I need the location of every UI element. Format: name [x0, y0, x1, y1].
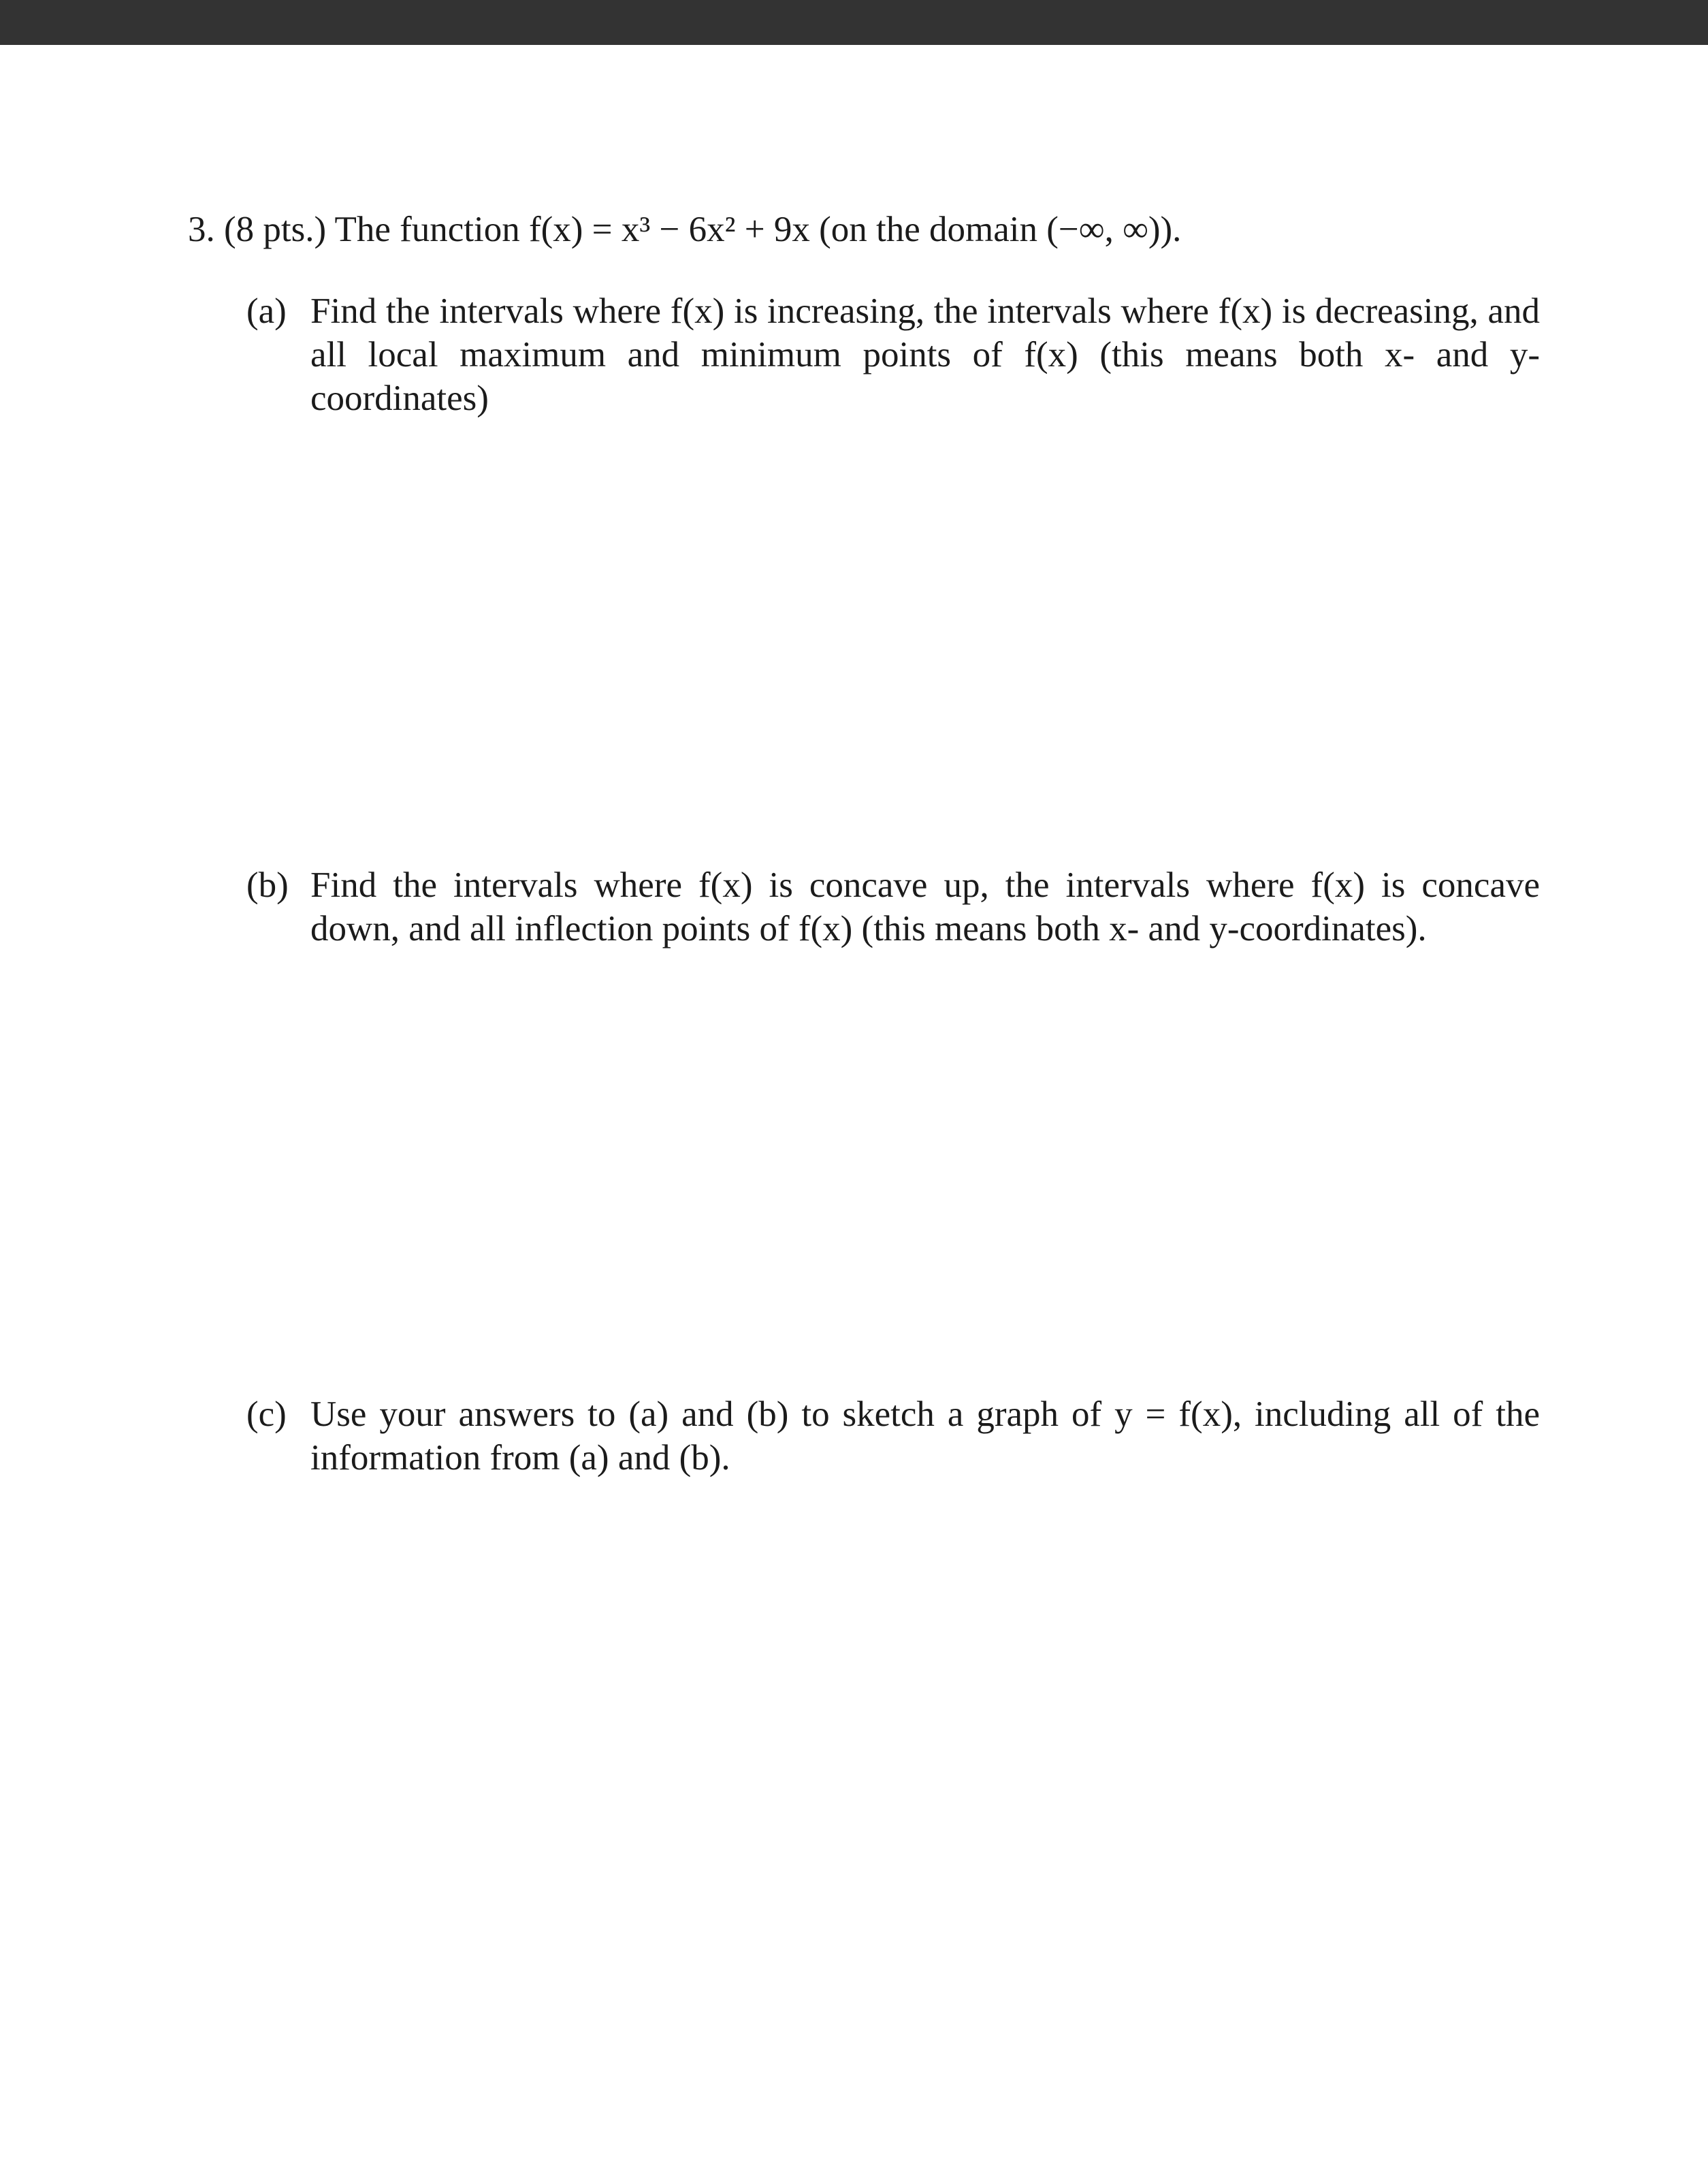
part-b-label: (b) — [246, 865, 289, 905]
part-b — [246, 863, 1540, 951]
problem-intro: The function f(x) = x³ − 6x² + 9x (on the domain (−∞, ∞)). — [334, 210, 1182, 249]
part-b-text: Find the intervals where f(x) is concave up, the intervals where f(x) is concave down, and all inflection points of f(x) (this means both x- and y-coordinates). — [310, 865, 1540, 948]
part-a — [246, 289, 1540, 420]
part-c — [246, 1392, 1540, 1480]
part-a-label: (a) — [246, 291, 287, 331]
problem-statement — [188, 208, 1536, 251]
top-bar — [0, 0, 1708, 45]
part-a-text: Find the intervals where f(x) is increasing, the intervals where f(x) is decreasing, and all local maximum and minimum points of f(x) (this means both x- and y-coordinates) — [310, 291, 1540, 418]
part-c-label: (c) — [246, 1394, 287, 1434]
part-c-text: Use your answers to (a) and (b) to sketch a graph of y = f(x), including all of the information from (a) and (b). — [310, 1394, 1540, 1478]
problem-number: 3. — [188, 210, 215, 249]
problem-points: (8 pts.) — [224, 210, 327, 249]
